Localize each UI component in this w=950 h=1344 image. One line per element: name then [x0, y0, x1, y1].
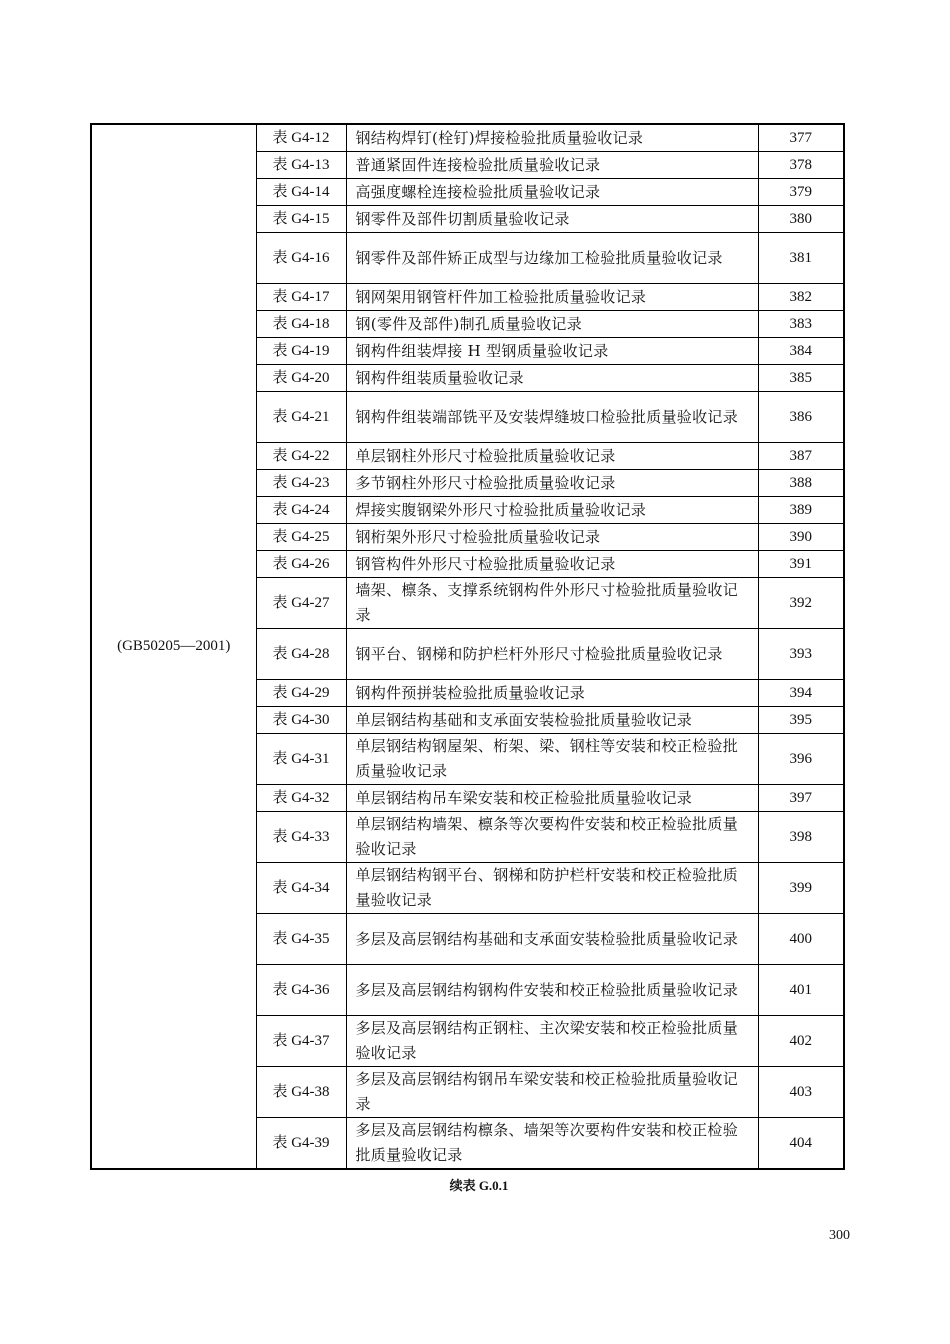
form-title-cell: 高强度螺栓连接检验批质量验收记录	[346, 179, 758, 206]
form-title-cell: 单层钢柱外形尺寸检验批质量验收记录	[346, 443, 758, 470]
page-ref-cell: 384	[758, 338, 844, 365]
page-ref-cell: 377	[758, 124, 844, 152]
form-code-cell: 表 G4-17	[256, 284, 346, 311]
page-ref-cell: 390	[758, 524, 844, 551]
form-code-cell: 表 G4-30	[256, 707, 346, 734]
form-code-cell: 表 G4-13	[256, 152, 346, 179]
page-ref-cell: 396	[758, 734, 844, 785]
page-ref-cell: 403	[758, 1067, 844, 1118]
form-code-cell: 表 G4-27	[256, 578, 346, 629]
page-ref-cell: 382	[758, 284, 844, 311]
page-ref-cell: 386	[758, 392, 844, 443]
page-ref-cell: 399	[758, 863, 844, 914]
form-code-cell: 表 G4-22	[256, 443, 346, 470]
form-code-cell: 表 G4-25	[256, 524, 346, 551]
page-ref-cell: 393	[758, 629, 844, 680]
form-title-cell: 多层及高层钢结构基础和支承面安装检验批质量验收记录	[346, 914, 758, 965]
form-title-cell: 单层钢结构吊车梁安装和校正检验批质量验收记录	[346, 785, 758, 812]
form-code-cell: 表 G4-26	[256, 551, 346, 578]
page-number: 300	[829, 1228, 850, 1243]
form-code-cell: 表 G4-15	[256, 206, 346, 233]
form-code-cell: 表 G4-39	[256, 1118, 346, 1170]
page-ref-cell: 380	[758, 206, 844, 233]
form-title-cell: 多层及高层钢结构檩条、墙架等次要构件安装和校正检验批质量验收记录	[346, 1118, 758, 1170]
form-title-cell: 钢构件预拼装检验批质量验收记录	[346, 680, 758, 707]
form-title-cell: 多节钢柱外形尺寸检验批质量验收记录	[346, 470, 758, 497]
page-ref-cell: 394	[758, 680, 844, 707]
table-caption: 续表 G.0.1	[449, 1178, 509, 1193]
form-title-cell: 焊接实腹钢梁外形尺寸检验批质量验收记录	[346, 497, 758, 524]
form-title-cell: 钢构件组装端部铣平及安装焊缝坡口检验批质量验收记录	[346, 392, 758, 443]
form-code-cell: 表 G4-12	[256, 124, 346, 152]
form-code-cell: 表 G4-34	[256, 863, 346, 914]
page-ref-cell: 401	[758, 965, 844, 1016]
form-title-cell: 钢网架用钢管杆件加工检验批质量验收记录	[346, 284, 758, 311]
page-ref-cell: 388	[758, 470, 844, 497]
form-code-cell: 表 G4-14	[256, 179, 346, 206]
form-code-cell: 表 G4-31	[256, 734, 346, 785]
page-ref-cell: 383	[758, 311, 844, 338]
form-code-cell: 表 G4-35	[256, 914, 346, 965]
form-code-cell: 表 G4-23	[256, 470, 346, 497]
form-title-cell: 钢零件及部件矫正成型与边缘加工检验批质量验收记录	[346, 233, 758, 284]
form-title-cell: 钢(零件及部件)制孔质量验收记录	[346, 311, 758, 338]
form-title-cell: 钢平台、钢梯和防护栏杆外形尺寸检验批质量验收记录	[346, 629, 758, 680]
page-ref-cell: 385	[758, 365, 844, 392]
form-title-cell: 多层及高层钢结构钢吊车梁安装和校正检验批质量验收记录	[346, 1067, 758, 1118]
page-ref-cell: 389	[758, 497, 844, 524]
form-code-cell: 表 G4-16	[256, 233, 346, 284]
form-title-cell: 钢零件及部件切割质量验收记录	[346, 206, 758, 233]
page-ref-cell: 392	[758, 578, 844, 629]
form-title-cell: 钢结构焊钉(栓钉)焊接检验批质量验收记录	[346, 124, 758, 152]
index-table	[90, 123, 845, 1170]
form-code-cell: 表 G4-36	[256, 965, 346, 1016]
form-code-cell: 表 G4-29	[256, 680, 346, 707]
form-code-cell: 表 G4-24	[256, 497, 346, 524]
form-title-cell: 钢管构件外形尺寸检验批质量验收记录	[346, 551, 758, 578]
form-title-cell: 钢构件组装质量验收记录	[346, 365, 758, 392]
page-ref-cell: 391	[758, 551, 844, 578]
form-code-cell: 表 G4-20	[256, 365, 346, 392]
page-ref-cell: 395	[758, 707, 844, 734]
page-ref-cell: 381	[758, 233, 844, 284]
form-code-cell: 表 G4-28	[256, 629, 346, 680]
form-title-cell: 单层钢结构钢平台、钢梯和防护栏杆安装和校正检验批质量验收记录	[346, 863, 758, 914]
table-row	[91, 124, 844, 152]
form-code-cell: 表 G4-38	[256, 1067, 346, 1118]
form-code-cell: 表 G4-32	[256, 785, 346, 812]
form-code-cell: 表 G4-19	[256, 338, 346, 365]
form-title-cell: 单层钢结构钢屋架、桁架、梁、钢柱等安装和校正检验批质量验收记录	[346, 734, 758, 785]
form-title-cell: 多层及高层钢结构钢构件安装和校正检验批质量验收记录	[346, 965, 758, 1016]
form-title-cell: 墙架、檩条、支撑系统钢构件外形尺寸检验批质量验收记录	[346, 578, 758, 629]
page-ref-cell: 379	[758, 179, 844, 206]
form-title-cell: 多层及高层钢结构正钢柱、主次梁安装和校正检验批质量验收记录	[346, 1016, 758, 1067]
form-code-cell: 表 G4-21	[256, 392, 346, 443]
form-code-cell: 表 G4-33	[256, 812, 346, 863]
index-table-body	[91, 124, 844, 1169]
form-title-cell: 普通紧固件连接检验批质量验收记录	[346, 152, 758, 179]
page-ref-cell: 404	[758, 1118, 844, 1170]
page-ref-cell: 397	[758, 785, 844, 812]
page-ref-cell: 402	[758, 1016, 844, 1067]
form-code-cell: 表 G4-37	[256, 1016, 346, 1067]
standard-code-cell: (GB50205—2001)	[91, 124, 256, 1169]
form-title-cell: 钢桁架外形尺寸检验批质量验收记录	[346, 524, 758, 551]
form-title-cell: 单层钢结构基础和支承面安装检验批质量验收记录	[346, 707, 758, 734]
form-title-cell: 单层钢结构墙架、檩条等次要构件安装和校正检验批质量验收记录	[346, 812, 758, 863]
page-ref-cell: 378	[758, 152, 844, 179]
page-ref-cell: 400	[758, 914, 844, 965]
form-title-cell: 钢构件组装焊接 H 型钢质量验收记录	[346, 338, 758, 365]
page-ref-cell: 387	[758, 443, 844, 470]
page-ref-cell: 398	[758, 812, 844, 863]
form-code-cell: 表 G4-18	[256, 311, 346, 338]
